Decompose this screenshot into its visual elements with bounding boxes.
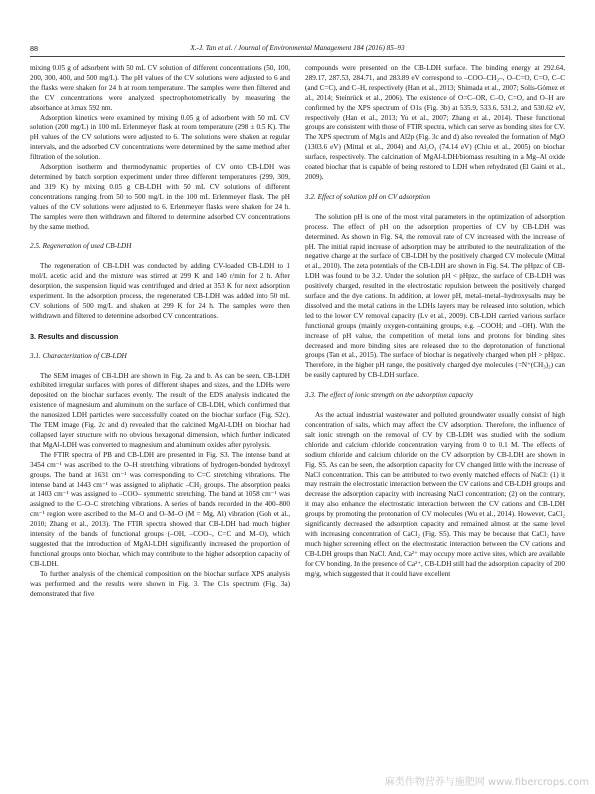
paragraph: The solution pH is one of the most vital parameters in the optimization of adsorption process. The effect of pH on the adsorption properties of CV by CB-LDH was determined. As shown in Fig. S4, the removal rate of CV increased with the increase of pH. The initial rapid increase of adsorption may be attributed to the neutralization of the negative charge at the surface of CB-LDH by the positively charged CV molecule (Mittal et al., 2010). The zeta potentials of the CB-LDH are shown in Fig. S4. The pHpzc of CB-LDH was found to be 3.2. Under the solution pH < pHpzc, the surface of CB-LDH was positively charged, resulted in the electrostatic repulsion between the positively charged surface and the dye cations. In addition, at lower pH, metal–metal–hydroxysalts may be dissolved and the metal cations in the LDHs layers may be released into solution, which led to the lower CV removal capacity (Lv et al., 2009). CB-LDH carried various surface functional groups (mainly oxygen-containing groups, e.g. –COOH; and –OH). With the increase of pH value, the competition of metal ions and protons for binding sites decreased and more binding sites are released due to the deprotonation of functional groups (Tan et al., 2015). The surface of biochar is negatively charged when pH > pHpzc. Therefore, in the higher pH range, the positively charged dye molecules (=N⁺(CH₃)₂) can be easily captured by CB-LDH surface.	[305, 212, 565, 380]
subsection-heading: 3.2. Effect of solution pH on CV adsorption	[305, 192, 431, 201]
paragraph: The SEM images of CB-LDH are shown in Fig. 2a and b. As can be seen, CB-LDH exhibited irregular surfaces with pores of different shapes and sizes, and the LDHs were deposited on the biochar surfaces evenly. The result of the EDS analysis indicated the existence of magnesium and aluminum on the surface of CB-LDH, which confirmed that the nanosized LDH particles were successfully coated on the biochar surface (Fig. S2c). The TEM image (Fig. 2c and d) revealed that the calcined MgAl-LDH on biochar had collapsed layer structure with no obvious hexagonal dimension, which further indicated that MgAl-LDH was converted to magnesium and aluminum oxides after pyrolysis.	[30, 371, 290, 449]
left-column	[30, 64, 290, 599]
watermark: 麻类作物营养与施肥网 www.fibercrops.com	[384, 777, 589, 788]
subsection-heading: 3.1. Characterization of CB-LDH	[30, 351, 127, 360]
paragraph: As the actual industrial wastewater and polluted groundwater usually consist of high concentration of salts, which may affect the CV adsorption. Therefore, the influence of salt ionic strength on the removal of CV by CB-LDH was studied with the sodium chloride and calcium chloride concentration varying from 0 to 0.1 M. The effects of sodium chloride and calcium chloride on the CV adsorption by CB-LDH are shown in Fig. S5. As can be seen, the adsorption capacity for CV changed little with the increase of NaCl concentration. This can be attributed to two evenly matched effects of NaCl: (1) it may restrain the electrostatic interaction between the CV cations and CB-LDH groups and decrease the adsorption capacity with increasing NaCl concentration; (2) on the contrary, it may also enhance the electrostatic interaction between the CV cations and CB-LDH groups by promoting the protonation of CV molecules (Wu et al., 2014). However, CaCl₂ significantly decreased the adsorption capacity and remained almost at the same level with increasing concentration of CaCl₂ (Fig. S5). This may be because that CaCl₂ have much higher screening effect on the electrostatic interaction between the CV cations and CB-LDH groups than NaCl. And, Ca²⁺ may occupy more active sites, which are available for CV bonding. In the presence of Ca²⁺, CB-LDH still had the adsorption capacity of 200 mg/g, which suggested that it could have excellent	[305, 411, 565, 578]
paragraph: The regeneration of CB-LDH was conducted by adding CV-loaded CB-LDH to 1 mol/L acetic acid and the mixture was stirred at 299 K and 140 r/min for 2 h. After desorption, the suspension liquid was centrifuged and dried at 353 K for next adsorption experiment. In the adsorption process, the regenerated CB-LDH was added into 50 mL CV solutions of 500 mg/L and shaken at 299 K for 24 h. The samples were then withdrawn and filtered to determine adsorbed CV concentrations.	[30, 262, 290, 320]
paragraph: Adsorption isotherm and thermodynamic properties of CV onto CB-LDH was determined by batch sorption experiment under three different temperatures (299, 309, and 319 K) by mixing 0.05 g CB-LDH with 50 mL CV solutions of different concentrations ranging from 50 to 500 mg/L in the 100 mL Erlenmeyer flask. The pH values of the CV solutions were adjusted to 6. Erlenmeyer flasks were shaken for 24 h. The samples were then withdrawn and filtered to determine adsorbed CV concentrations by the same method.	[30, 163, 290, 231]
section-heading: 3. Results and discussion	[30, 331, 119, 341]
header-rule	[30, 56, 565, 57]
paragraph: compounds were presented on the CB-LDH surface. The binding energy at 292.64, 289.17, 287.53, 284.71, and 283.89 eV correspond to –COO–CH₂–, O–C=O, C=O, C–C (and C=C), and C–H, respectively (Han et al., 2013; Shimada et al., 2007; Solís-Gómez et al., 2014; Steinrück et al., 2006). The existence of O=C–OR, C–O, C=O, and O–H are confirmed by the XPS spectrum of O1s (Fig. 3b) at 535.9, 533.6, 531.2, and 530.62 eV, respectively (Han et al., 2013; Yu et al., 2007; Zhang et al., 2014). These functional groups are consistent with those of FTIR spectra, which can serve as bonding sites for CV. The XPS spectrum of Mg1s and Al2p (Fig. 3c and d) also revealed the formation of MgO (1303.6 eV) (Mittal et al., 2004) and Al₂O₃ (74.14 eV) (Chiu et al., 2005) on biochar surface, respectively. The calcination of MgAl-LDH/biomass resulting in a Mg–Al oxide coated biochar that is capable of being restored to LDH when rehydrated (El Gaini et al., 2009).	[305, 64, 565, 181]
right-column	[305, 64, 565, 580]
paragraph: To further analysis of the chemical composition on the biochar surface XPS analysis was performed and the results were shown in Fig. 3. The C1s spectrum (Fig. 3a) demonstrated that five	[30, 569, 290, 598]
paragraph: mixing 0.05 g of adsorbent with 50 mL CV solution of different concentrations (50, 100, 200, 300, 400, and 500 mg/L). The pH values of the CV solutions were adjusted to 6 and the flasks were shaken for 24 h at room temperature. The samples were then filtered and the CV concentrations were analyzed spectrophotometrically by measuring the absorbance at λmax 592 nm.	[30, 64, 290, 112]
page-number: 88	[30, 44, 38, 53]
subsection-heading: 3.3. The effect of ionic strength on the adsorption capacity	[305, 391, 474, 400]
running-header	[30, 44, 565, 56]
subsection-heading: 2.5. Regeneration of used CB-LDH	[30, 242, 132, 251]
paragraph: Adsorption kinetics were examined by mixing 0.05 g of adsorbent with 50 mL CV solution (200 mg/L) in 100 mL Erlenmeyer flask at room temperature (298 ± 0.5 K). The pH values of the CV solutions were adjusted to 6. The solutions were shaken at regular intervals, and the adsorbed CV concentrations were determined by the same method after filtration of the solution.	[30, 113, 290, 162]
journal-citation: X.-J. Tan et al. / Journal of Environmental Management 184 (2016) 85–93	[190, 44, 405, 52]
paragraph: The FTIR spectra of PB and CB-LDH are presented in Fig. S3. The intense band at 3454 cm⁻¹ was ascribed to the O–H stretching vibrations of hydrogen-bonded hydroxyl groups. The band at 1631 cm⁻¹ was corresponding to C=C stretching vibrations. The intense band at 1443 cm⁻¹ was assigned to aliphatic –CH₂ groups. The absorption peaks at 1403 cm⁻¹ was assigned to –COO– symmetric stretching. The band at 1058 cm⁻¹ was assigned to the C–O–C stretching vibrations. A series of bands recorded in the 400–800 cm⁻¹ region were ascribed to the M–O and O–M–O (M = Mg, Al) vibration (Goh et al., 2010; Zhang et al., 2013). The FTIR spectra showed that CB-LDH had much higher intensity of the bands of functional groups (–OH, –COO–, C=C and M–O), which suggested that the introduction of MgAl-LDH significantly increased the proportion of functional groups onto biochar, which may contribute to the higher adsorption capacity of CB-LDH.	[30, 450, 290, 568]
